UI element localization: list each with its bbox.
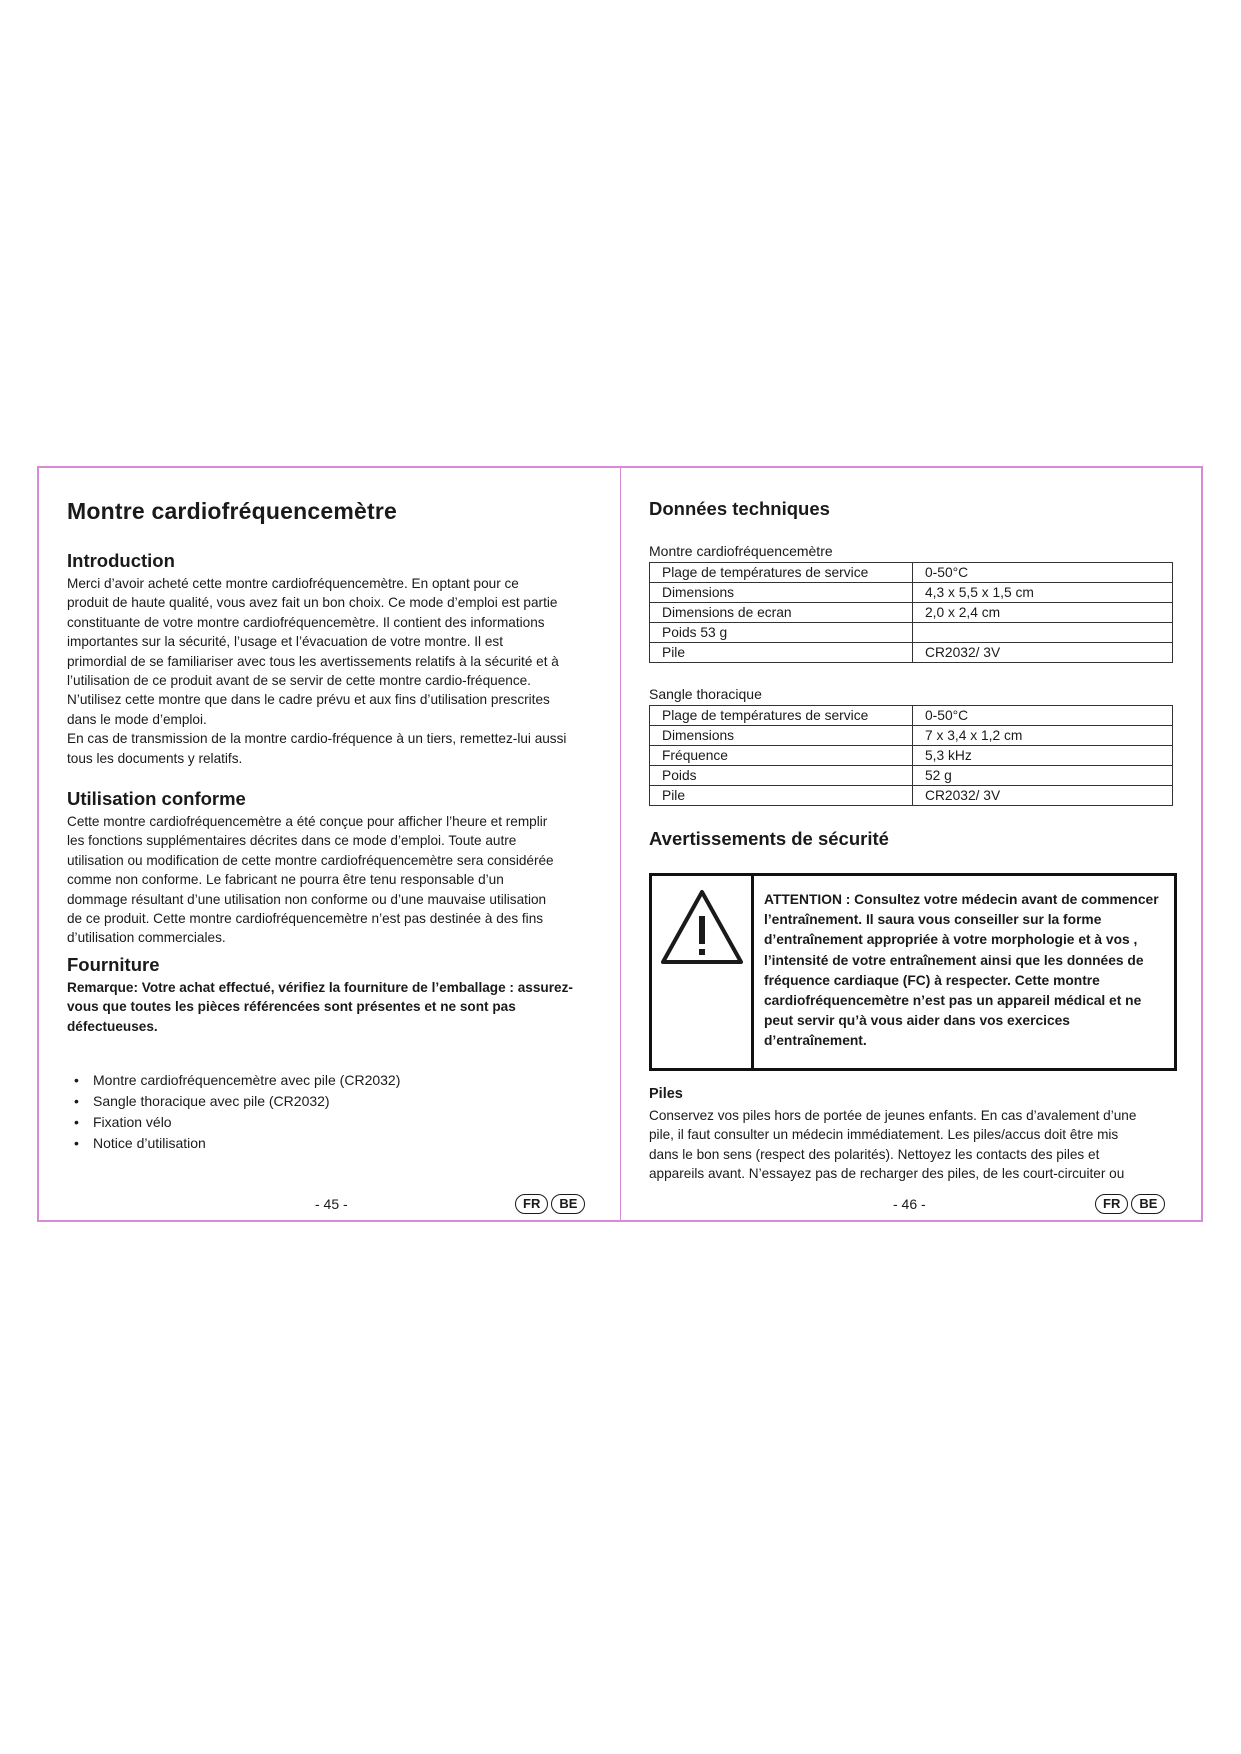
- list-item: • Montre cardiofréquencemètre avec pile (CR2032): [67, 1070, 400, 1091]
- lang-badge-fr: FR: [1095, 1194, 1128, 1214]
- language-badges: [515, 1194, 585, 1214]
- language-badges: [1095, 1194, 1165, 1214]
- warning-triangle-icon: [659, 888, 745, 966]
- warning-box: [649, 873, 1177, 1071]
- watch-table-label: Montre cardiofréquencemètre: [649, 543, 833, 559]
- list-item: • Fixation vélo: [67, 1112, 400, 1133]
- page-divider: [620, 468, 621, 1220]
- table-row: Fréquence 5,3 kHz: [650, 746, 1173, 766]
- table-row: Pile CR2032/ 3V: [650, 786, 1173, 806]
- tech-heading: Données techniques: [649, 498, 830, 519]
- usage-text: Cette montre cardiofréquencemètre a été conçue pour afficher l’heure et remplir les fonctions supplémentaires décrites dans ce mode d’emploi. Toute autre utilisation ou modification de cette montre cardiofréquencemètre sera considérée comme non conforme. Le fabricant ne pourra être tenu responsable d’un dommage résultant d’une utilisation non conforme ou d’une mauvaise utilisation de ce produit. Cette montre cardiofréquencemètre n’est pas destinée à des fins d’utilisation commerciales.: [67, 814, 554, 946]
- supply-heading: Fourniture: [67, 954, 160, 975]
- list-item: • Sangle thoracique avec pile (CR2032): [67, 1091, 400, 1112]
- table-row: Dimensions 7 x 3,4 x 1,2 cm: [650, 726, 1173, 746]
- warning-text: ATTENTION : Consultez votre médecin avant de commencer l’entraînement. Il saura vous conseiller sur la forme d’entraînement appropriée à votre morphologie et à vos , l’intensité de votre entraînement ainsi que les données de fréquence cardiaque (FC) à respecter. Cette montre cardiofréquencemètre n’est pas un appareil médical et ne peut servir qu’à vous aider dans vos exercices d’entraînement.: [764, 892, 1159, 1049]
- supply-remark: Remarque: Votre achat effectué, vérifiez la fourniture de l’emballage : assurez- vous que toutes les pièces référencées sont présentes et ne sont pas défectueuses.: [67, 980, 573, 1034]
- intro-heading: Introduction: [67, 550, 175, 571]
- manual-title: Montre cardiofréquencemètre: [67, 498, 398, 524]
- table-row: Poids 53 g: [650, 623, 1173, 643]
- batteries-text: Conservez vos piles hors de portée de jeunes enfants. En cas d’avalement d’une pile, il faut consulter un médecin immédiatement. Les piles/accus doit être mis dans le bon sens (respect des polarités). Nettoyez les contacts des piles et appareils avant. N’essayez pas de recharger des piles, de les court-circuiter ou: [649, 1108, 1137, 1182]
- page-46: [649, 468, 1179, 1220]
- table-row: Poids 52 g: [650, 766, 1173, 786]
- usage-heading: Utilisation conforme: [67, 788, 246, 809]
- table-row: Pile CR2032/ 3V: [650, 643, 1173, 663]
- lang-badge-be: BE: [1131, 1194, 1165, 1214]
- lang-badge-fr: FR: [515, 1194, 548, 1214]
- strap-table-label: Sangle thoracique: [649, 686, 762, 702]
- supply-list: [67, 1070, 400, 1154]
- safety-heading: Avertissements de sécurité: [649, 828, 889, 849]
- table-row: Dimensions 4,3 x 5,5 x 1,5 cm: [650, 583, 1173, 603]
- watch-spec-table: [649, 562, 1173, 663]
- lang-badge-be: BE: [551, 1194, 585, 1214]
- table-row: Dimensions de ecran 2,0 x 2,4 cm: [650, 603, 1173, 623]
- page-number: - 46 -: [893, 1196, 926, 1212]
- page-number: - 45 -: [315, 1196, 348, 1212]
- strap-spec-table: [649, 705, 1173, 806]
- batteries-heading: Piles: [649, 1086, 683, 1102]
- page-45: [67, 468, 601, 1220]
- intro-text: Merci d’avoir acheté cette montre cardiofréquencemètre. En optant pour ce produit de haute qualité, vous avez fait un bon choix. Ce mode d’emploi est partie constituante de votre montre cardiofréquencemètre. Il contient des informations importantes sur la sécurité, l’usage et l’évacuation de votre montre. Il est primordial de se familiariser avec tous les avertissements relatifs à la sécurité et à l’utilisation de ce produit avant de se servir de cette montre cardio-fréquence. N’utilisez cette montre que dans le cadre prévu et aux fins d’utilisation prescrites dans le mode d’emploi. En cas de transmission de la montre cardio-fréquence à un tiers, remettez-lui aussi tous les documents y relatifs.: [67, 576, 567, 766]
- table-row: Plage de températures de service 0-50°C: [650, 563, 1173, 583]
- warning-icon-cell: [652, 876, 754, 1068]
- table-row: Plage de températures de service 0-50°C: [650, 706, 1173, 726]
- list-item: • Notice d’utilisation: [67, 1133, 400, 1154]
- manual-spread: [37, 466, 1203, 1222]
